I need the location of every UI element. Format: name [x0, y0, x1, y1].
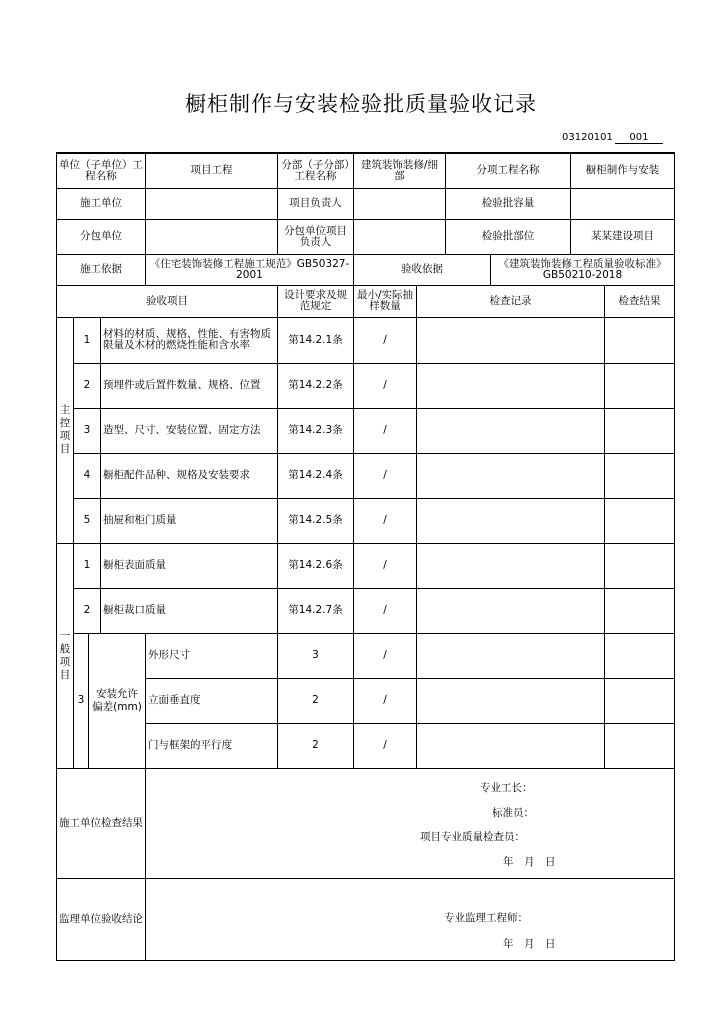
tol-result-3[interactable] [605, 723, 675, 768]
page-title: 橱柜制作与安装检验批质量验收记录 [185, 92, 537, 116]
gen-sample-2[interactable]: / [354, 588, 417, 633]
general-label: 一般项目 [57, 543, 74, 768]
gen-text-1: 橱柜表面质量 [101, 543, 278, 588]
col-design-header: 设计要求及规范规定 [278, 285, 354, 317]
gen-spec-1: 第14.2.6条 [278, 543, 354, 588]
foreman-label: 专业工长： [480, 781, 533, 794]
gen-no-1: 1 [74, 543, 101, 588]
mc-text-4: 橱柜配件品种、规格及安装要求 [101, 453, 278, 498]
batch-location-label: 检验批部位 [446, 219, 571, 254]
tolerance-label: 安装允许偏差(mm) [89, 633, 146, 768]
mc-sample-2[interactable]: / [354, 363, 417, 408]
inspection-form [56, 152, 675, 961]
mc-no-5: 5 [74, 498, 101, 543]
unit-label: 单位（子单位）工程名称 [57, 153, 146, 188]
acceptance-basis-value[interactable]: 《建筑装饰装修工程质量验收标准》GB50210-2018 [491, 254, 675, 285]
mc-no-2: 2 [74, 363, 101, 408]
mc-sample-3[interactable]: / [354, 408, 417, 453]
tol-sample-2[interactable]: / [354, 678, 417, 723]
gen-record-1[interactable] [417, 543, 605, 588]
mc-record-5[interactable] [417, 498, 605, 543]
mc-text-1: 材料的材质、规格、性能、有害物质限量及木材的燃烧性能和含水率 [101, 317, 278, 363]
construction-date: 年 月 日 [503, 855, 556, 868]
tol-text-2: 立面垂直度 [146, 678, 278, 723]
col-result-header: 检查结果 [605, 285, 675, 317]
mc-no-3: 3 [74, 408, 101, 453]
tol-spec-3: 2 [278, 723, 354, 768]
document-number [562, 132, 663, 144]
basis-value[interactable]: 《住宅装饰装修工程施工规范》GB50327-2001 [146, 254, 354, 285]
mc-text-3: 造型、尺寸、安装位置、固定方法 [101, 408, 278, 453]
tol-result-2[interactable] [605, 678, 675, 723]
mc-result-1[interactable] [605, 317, 675, 363]
mc-sample-1[interactable]: / [354, 317, 417, 363]
gen-no-3: 3 [74, 633, 89, 768]
mc-result-2[interactable] [605, 363, 675, 408]
mc-sample-5[interactable]: / [354, 498, 417, 543]
mc-spec-4: 第14.2.4条 [278, 453, 354, 498]
gen-result-2[interactable] [605, 588, 675, 633]
tol-record-3[interactable] [417, 723, 605, 768]
tol-record-2[interactable] [417, 678, 605, 723]
batch-location-value[interactable]: 某某建设项目 [571, 219, 675, 254]
supervisor-label: 专业监理工程师： [444, 911, 528, 924]
unit-value[interactable]: 项目工程 [146, 153, 278, 188]
mc-spec-5: 第14.2.5条 [278, 498, 354, 543]
main-control-label: 主控项目 [57, 317, 74, 543]
mc-spec-1: 第14.2.1条 [278, 317, 354, 363]
tol-sample-3[interactable]: / [354, 723, 417, 768]
col-sample-header: 最小/实际抽样数量 [354, 285, 417, 317]
subcontractor-value[interactable] [146, 219, 278, 254]
pm-value[interactable] [354, 188, 446, 219]
doc-code: 03120101 [562, 132, 613, 143]
mc-text-5: 抽屉和柜门质量 [101, 498, 278, 543]
sub-pm-label: 分包单位项目负责人 [278, 219, 354, 254]
mc-sample-4[interactable]: / [354, 453, 417, 498]
tol-sample-1[interactable]: / [354, 633, 417, 678]
batch-capacity-value[interactable] [571, 188, 675, 219]
contractor-value[interactable] [146, 188, 278, 219]
inspector-label: 项目专业质量检查员： [420, 830, 525, 843]
gen-text-2: 橱柜裁口质量 [101, 588, 278, 633]
mc-result-4[interactable] [605, 453, 675, 498]
mc-no-1: 1 [74, 317, 101, 363]
gen-no-2: 2 [74, 588, 101, 633]
supervision-label: 监理单位验收结论 [57, 878, 146, 960]
supervision-area[interactable] [146, 878, 675, 960]
mc-record-2[interactable] [417, 363, 605, 408]
tol-text-1: 外形尺寸 [146, 633, 278, 678]
sub-pm-value[interactable] [354, 219, 446, 254]
tol-result-1[interactable] [605, 633, 675, 678]
mc-record-1[interactable] [417, 317, 605, 363]
mc-spec-2: 第14.2.2条 [278, 363, 354, 408]
marker-label: 标准员： [492, 806, 534, 819]
col-record-header: 检查记录 [417, 285, 605, 317]
acceptance-basis-label: 验收依据 [354, 254, 491, 285]
tol-spec-2: 2 [278, 678, 354, 723]
division-label: 分部（子分部）工程名称 [278, 153, 354, 188]
col-item-header: 验收项目 [57, 285, 278, 317]
gen-sample-1[interactable]: / [354, 543, 417, 588]
mc-text-2: 预埋件或后置件数量、规格、位置 [101, 363, 278, 408]
subitem-label: 分项工程名称 [446, 153, 571, 188]
gen-record-2[interactable] [417, 588, 605, 633]
batch-capacity-label: 检验批容量 [446, 188, 571, 219]
tol-spec-1: 3 [278, 633, 354, 678]
construction-check-area[interactable] [146, 768, 675, 878]
pm-label: 项目负责人 [278, 188, 354, 219]
subcontractor-label: 分包单位 [57, 219, 146, 254]
doc-serial: 001 [615, 132, 663, 144]
mc-record-3[interactable] [417, 408, 605, 453]
construction-check-label: 施工单位检查结果 [57, 768, 146, 878]
basis-label: 施工依据 [57, 254, 146, 285]
mc-result-5[interactable] [605, 498, 675, 543]
tol-text-3: 门与框架的平行度 [146, 723, 278, 768]
subitem-value[interactable]: 橱柜制作与安装 [571, 153, 675, 188]
contractor-label: 施工单位 [57, 188, 146, 219]
tol-record-1[interactable] [417, 633, 605, 678]
division-value[interactable]: 建筑装饰装修/细部 [354, 153, 446, 188]
mc-spec-3: 第14.2.3条 [278, 408, 354, 453]
mc-result-3[interactable] [605, 408, 675, 453]
mc-record-4[interactable] [417, 453, 605, 498]
supervision-date: 年 月 日 [503, 937, 556, 950]
gen-result-1[interactable] [605, 543, 675, 588]
gen-spec-2: 第14.2.7条 [278, 588, 354, 633]
mc-no-4: 4 [74, 453, 101, 498]
